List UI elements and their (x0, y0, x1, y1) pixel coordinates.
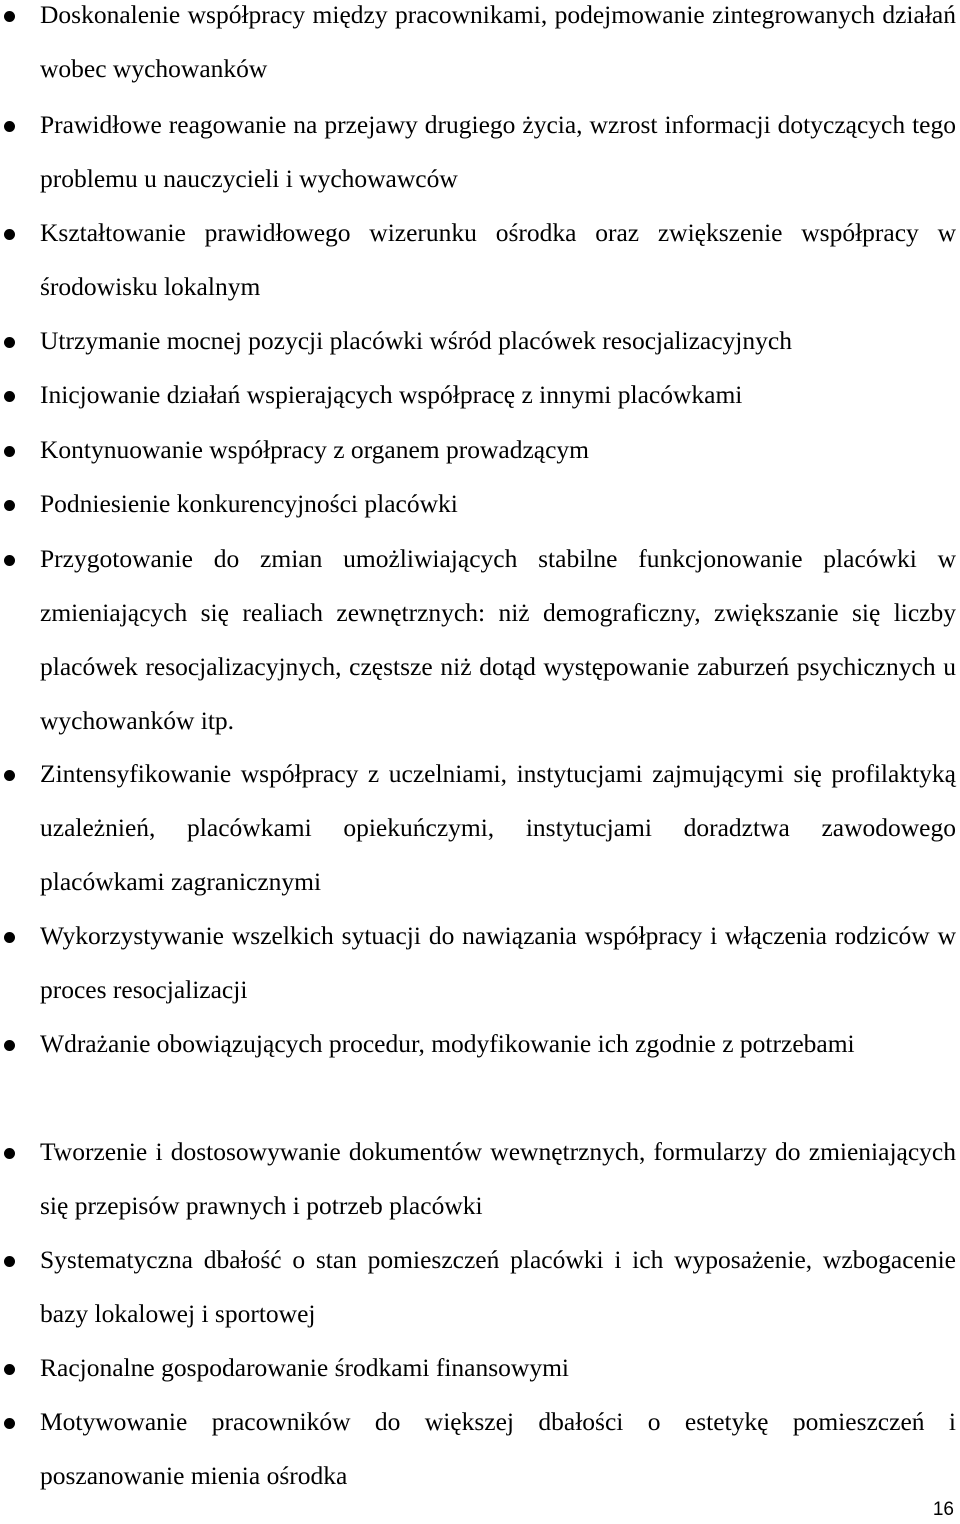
list-item-text: Inicjowanie działań wspierających współpracę z innymi placówkami (40, 380, 743, 409)
bullet-icon (4, 391, 15, 402)
bullet-icon (4, 1040, 15, 1051)
bullet-icon (4, 446, 15, 457)
list-item-text: Utrzymanie mocnej pozycji placówki wśród placówek resocjalizacyjnych (40, 326, 792, 355)
bullet-icon (4, 229, 15, 240)
bullet-icon (4, 500, 15, 511)
list-item-text: Kontynuowanie współpracy z organem prowadzącym (40, 435, 590, 464)
list-item-text: Kształtowanie prawidłowego wizerunku ośrodka oraz zwiększenie współpracy w środowisku lokalnym (40, 218, 956, 301)
list-item-text: Wykorzystywanie wszelkich sytuacji do nawiązania współpracy i włączenia rodziców w proces resocjalizacji (40, 921, 956, 1004)
page-number: 16 (932, 1499, 954, 1520)
list-item-text: Systematyczna dbałość o stan pomieszczeń placówki i ich wyposażenie, wzbogacenie bazy lokalowej i sportowej (40, 1245, 956, 1328)
list-item-text: Prawidłowe reagowanie na przejawy drugiego życia, wzrost informacji dotyczących tego problemu u nauczycieli i wychowawców (40, 110, 956, 193)
bullet-icon (4, 1148, 15, 1159)
list-item-text: Racjonalne gospodarowanie środkami finansowymi (40, 1353, 570, 1382)
bullet-icon (4, 555, 15, 566)
bullet-icon (4, 770, 15, 781)
bullet-icon (4, 932, 15, 943)
list-item-text: Motywowanie pracowników do większej dbałości o estetykę pomieszczeń i poszanowanie mienia ośrodka (40, 1407, 956, 1490)
bullet-icon (4, 11, 15, 22)
list-item-text: Przygotowanie do zmian umożliwiających stabilne funkcjonowanie placówki w zmieniających się realiach zewnętrznych: niż demograficzny, zwiększanie się liczby placówek resocjalizacyjnych, częstsze niż dotąd występowanie zaburzeń psychicznych u wychowanków itp. (40, 544, 956, 735)
bullet-icon (4, 1418, 15, 1429)
list-item-text: Doskonalenie współpracy między pracownikami, podejmowanie zintegrowanych działań wobec wychowanków (40, 0, 956, 83)
bullet-icon (4, 337, 15, 348)
list-item-text: Podniesienie konkurencyjności placówki (40, 489, 458, 518)
bullet-icon (4, 1364, 15, 1375)
bullet-icon (4, 1256, 15, 1267)
list-item-text: Zintensyfikowanie współpracy z uczelniami, instytucjami zajmującymi się profilaktyką uzależnień, placówkami opiekuńczymi, instytucjami doradztwa zawodowego placówkami zagranicznymi (40, 759, 956, 896)
bullet-icon (4, 121, 15, 132)
list-item-text: Wdrażanie obowiązujących procedur, modyfikowanie ich zgodnie z potrzebami (40, 1029, 855, 1058)
list-item-text: Tworzenie i dostosowywanie dokumentów wewnętrznych, formularzy do zmieniających się przepisów prawnych i potrzeb placówki (40, 1137, 956, 1220)
